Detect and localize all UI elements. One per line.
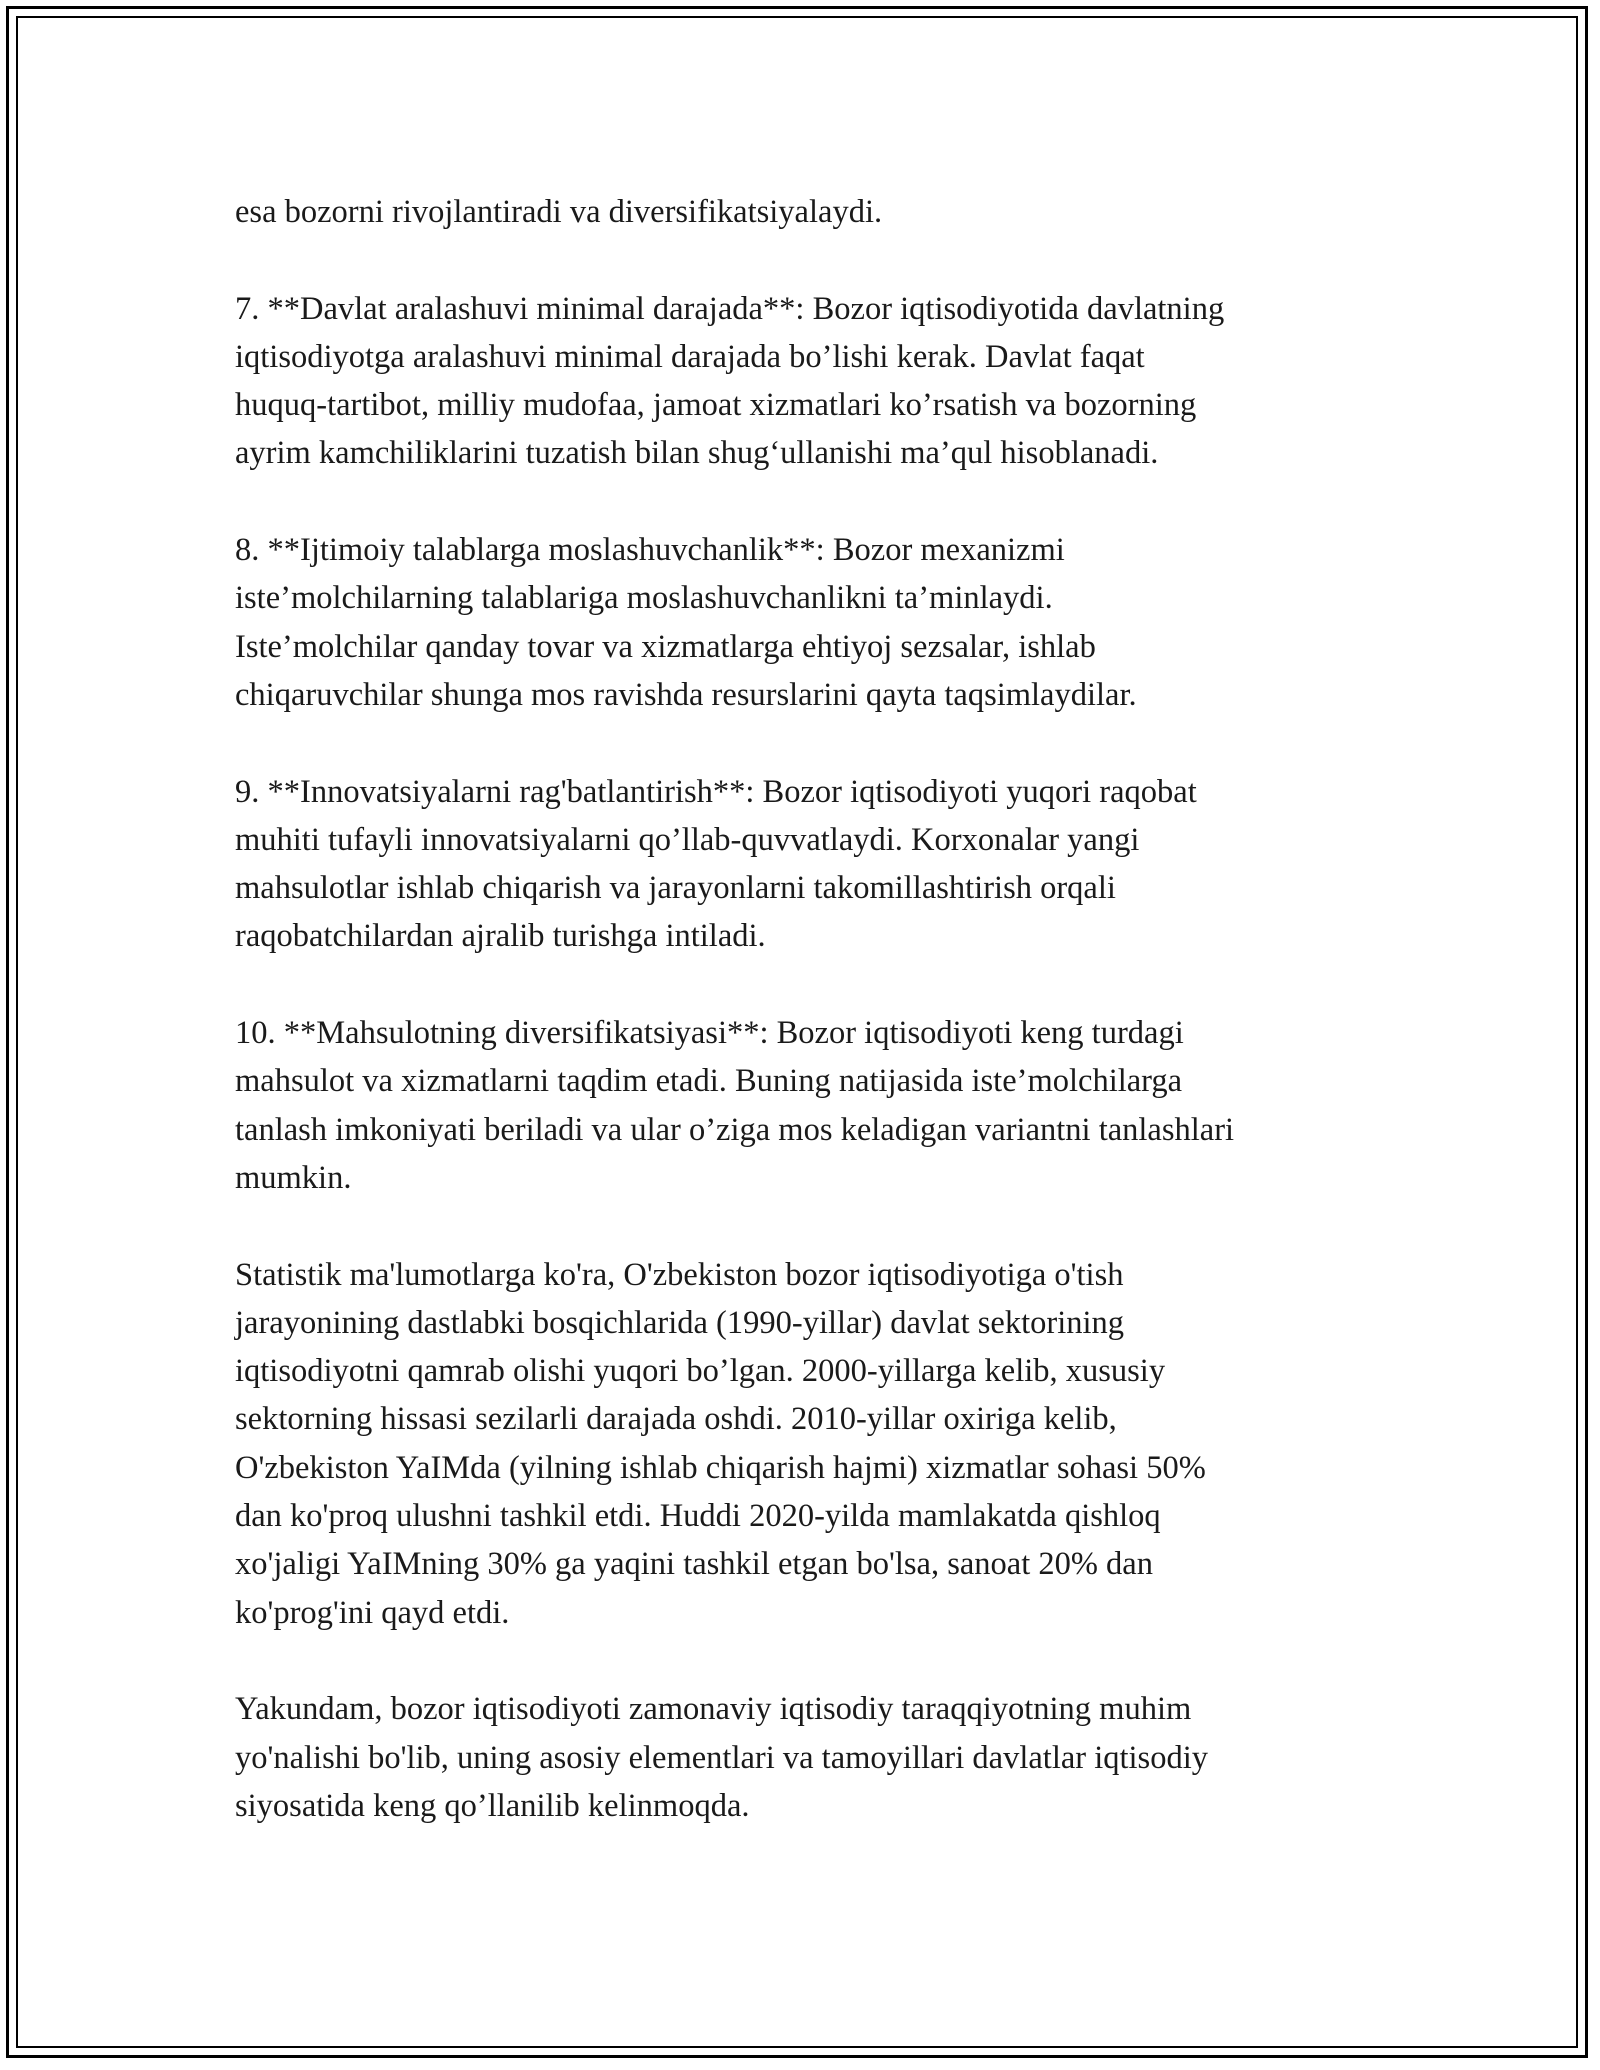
- text-line: ayrim kamchiliklarini tuzatish bilan shug‘ullanishi ma’qul hisoblanadi.: [235, 435, 1159, 472]
- text-line: chiqaruvchilar shunga mos ravishda resurslarini qayta taqsimlaydilar.: [235, 676, 1137, 713]
- text-line: 10. **Mahsulotning diversifikatsiyasi**: Bozor iqtisodiyoti keng turdagi: [235, 1015, 1184, 1052]
- text-line: mahsulotlar ishlab chiqarish va jarayonlarni takomillashtirish orqali: [235, 870, 1116, 907]
- text-line: ko'prog'ini qayd etdi.: [235, 1594, 510, 1631]
- text-line: 9. **Innovatsiyalarni rag'batlantirish**: Bozor iqtisodiyoti yuqori raqobat: [235, 773, 1197, 810]
- text-line: mahsulot va xizmatlarni taqdim etadi. Buning natijasida iste’molchilarga: [235, 1063, 1183, 1100]
- paragraph-continuation: [235, 188, 1395, 236]
- text-line: iqtisodiyotni qamrab olishi yuqori bo’lgan. 2000-yillarga kelib, xususiy: [235, 1353, 1166, 1390]
- text-line: xo'jaligi YaIMning 30% ga yaqini tashkil etgan bo'lsa, sanoat 20% dan: [235, 1546, 1153, 1583]
- document-body: [235, 188, 1395, 1830]
- text-line: raqobatchilardan ajralib turishga intiladi.: [235, 918, 766, 955]
- paragraph-item-7: [235, 285, 1395, 478]
- paragraph-item-10: [235, 1009, 1395, 1202]
- text-line: jarayonining dastlabki bosqichlarida (1990-yillar) davlat sektorining: [235, 1304, 1125, 1341]
- text-line: iste’molchilarning talablariga moslashuvchanlikni ta’minlaydi.: [235, 580, 1053, 617]
- paragraph-statistics: [235, 1251, 1395, 1637]
- text-line: muhiti tufayli innovatsiyalarni qo’llab-quvvatlaydi. Korxonalar yangi: [235, 821, 1140, 858]
- text-line: yo'nalishi bo'lib, uning asosiy elementlari va tamoyillari davlatlar iqtisodiy: [235, 1739, 1208, 1776]
- text-line: sektorning hissasi sezilarli darajada oshdi. 2010-yillar oxiriga kelib,: [235, 1401, 1117, 1438]
- text-line: esa bozorni rivojlantiradi va diversifikatsiyalaydi.: [235, 194, 883, 230]
- text-line: siyosatida keng qo’llanilib kelinmoqda.: [235, 1787, 750, 1824]
- text-line: O'zbekiston YaIMda (yilning ishlab chiqarish hajmi) xizmatlar sohasi 50%: [235, 1449, 1206, 1486]
- paragraph-item-9: [235, 768, 1395, 961]
- paragraph-item-8: [235, 526, 1395, 719]
- text-line: 8. **Ijtimoiy talablarga moslashuvchanlik**: Bozor mexanizmi: [235, 532, 1065, 569]
- text-line: tanlash imkoniyati beriladi va ular o’ziga mos keladigan variantni tanlashlari: [235, 1111, 1235, 1148]
- paragraph-conclusion: [235, 1685, 1395, 1830]
- text-line: dan ko'proq ulushni tashkil etdi. Huddi 2020-yilda mamlakatda qishloq: [235, 1498, 1161, 1535]
- text-line: iqtisodiyotga aralashuvi minimal darajada bo’lishi kerak. Davlat faqat: [235, 338, 1145, 375]
- text-line: mumkin.: [235, 1159, 352, 1196]
- text-line: huquq-tartibot, milliy mudofaa, jamoat xizmatlari ko’rsatish va bozorning: [235, 387, 1197, 424]
- text-line: 7. **Davlat aralashuvi minimal darajada**: Bozor iqtisodiyotida davlatning: [235, 290, 1225, 327]
- text-line: Yakundam, bozor iqtisodiyoti zamonaviy iqtisodiy taraqqiyotning muhim: [235, 1691, 1192, 1728]
- text-line: Iste’molchilar qanday tovar va xizmatlarga ehtiyoj sezsalar, ishlab: [235, 628, 1096, 665]
- text-line: Statistik ma'lumotlarga ko'ra, O'zbekiston bozor iqtisodiyotiga o'tish: [235, 1256, 1124, 1293]
